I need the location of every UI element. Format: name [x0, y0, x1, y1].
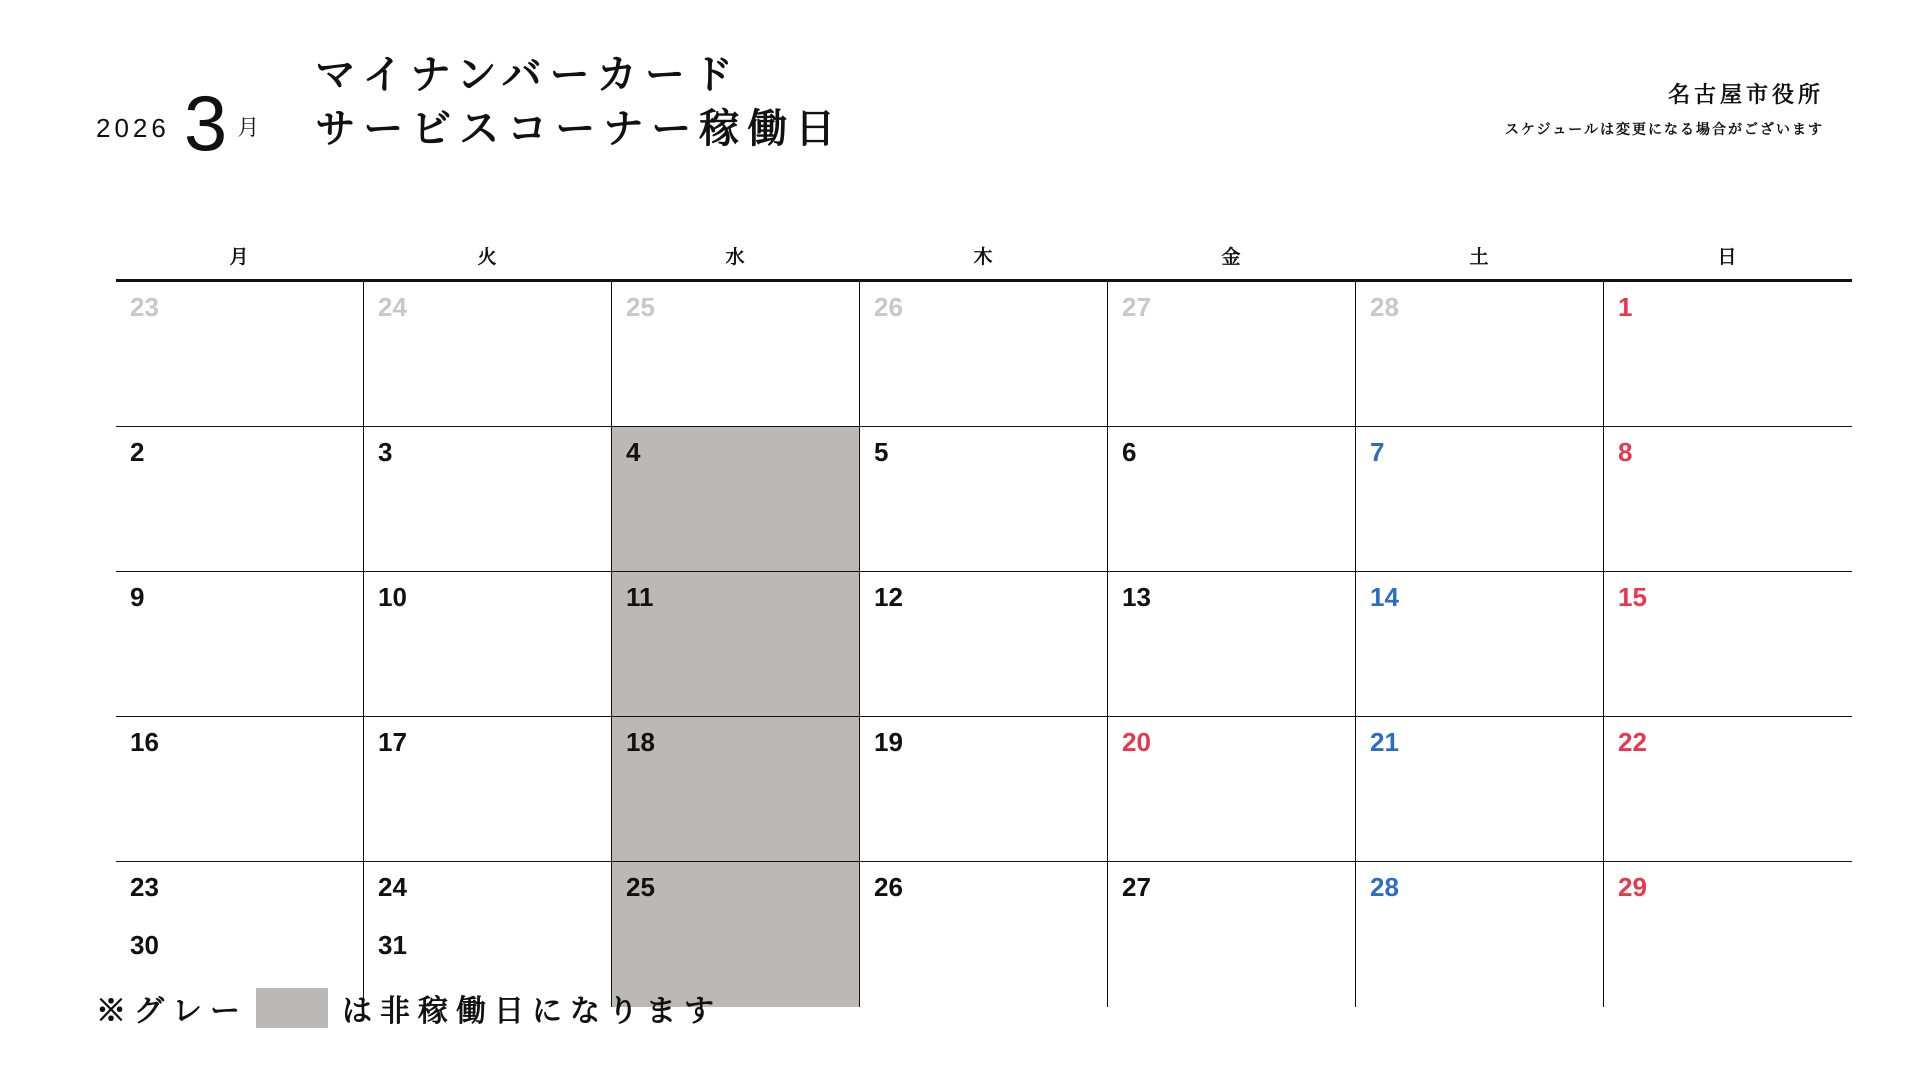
day-number: 28 — [1370, 872, 1399, 902]
weekday-header-mon: 月 — [229, 247, 251, 268]
calendar-cell — [1108, 572, 1356, 717]
day-number: 5 — [874, 437, 889, 467]
day-number: 24 — [378, 292, 407, 322]
header-right — [1505, 78, 1824, 139]
day-number: 7 — [1370, 437, 1385, 467]
day-number: 20 — [1122, 727, 1151, 757]
weekday-header-tue: 火 — [477, 247, 499, 268]
day-number: 22 — [1618, 727, 1647, 757]
calendar-cell — [860, 717, 1108, 862]
calendar-cell — [1604, 572, 1852, 717]
day-number: 17 — [378, 727, 407, 757]
calendar-cell — [1356, 862, 1604, 1007]
day-number-secondary: 31 — [378, 930, 407, 960]
calendar — [116, 242, 1852, 1007]
calendar-cell — [1108, 717, 1356, 862]
day-number: 27 — [1122, 872, 1151, 902]
legend-text-before: ※グレー — [96, 995, 248, 1028]
day-number: 29 — [1618, 872, 1647, 902]
day-number: 23 — [130, 292, 159, 322]
title-line-1: マイナンバーカード — [315, 53, 741, 97]
calendar-cell — [364, 572, 612, 717]
day-number-secondary: 30 — [130, 930, 159, 960]
legend-text-after: は非稼働日になります — [342, 995, 722, 1028]
calendar-grid — [116, 282, 1852, 1007]
calendar-cell — [1108, 282, 1356, 427]
day-number: 4 — [626, 437, 641, 467]
calendar-cell — [1356, 717, 1604, 862]
day-number: 15 — [1618, 582, 1647, 612]
weekday-header-wed: 水 — [725, 247, 747, 268]
year-label: 2026 — [96, 113, 170, 143]
weekday-header-row — [116, 242, 1852, 282]
day-number: 11 — [626, 582, 654, 612]
day-number: 6 — [1122, 437, 1137, 467]
calendar-cell — [116, 282, 364, 427]
calendar-cell — [860, 862, 1108, 1007]
legend-swatch — [256, 988, 328, 1028]
day-number: 8 — [1618, 437, 1633, 467]
calendar-cell — [364, 427, 612, 572]
calendar-cell — [1356, 427, 1604, 572]
page-header — [96, 48, 1824, 168]
day-number: 24 — [378, 872, 407, 902]
calendar-cell — [860, 282, 1108, 427]
day-number: 10 — [378, 582, 407, 612]
day-number: 27 — [1122, 292, 1151, 322]
month-kanji: 月 — [237, 115, 260, 140]
day-number: 13 — [1122, 582, 1151, 612]
calendar-cell — [1604, 427, 1852, 572]
calendar-cell — [612, 717, 860, 862]
calendar-cell — [116, 427, 364, 572]
calendar-cell — [612, 282, 860, 427]
day-number: 18 — [626, 727, 655, 757]
day-number: 16 — [130, 727, 159, 757]
day-number: 21 — [1370, 727, 1399, 757]
schedule-change-note: スケジュールは変更になる場合がございます — [1504, 121, 1824, 137]
calendar-cell — [364, 282, 612, 427]
day-number: 3 — [378, 437, 393, 467]
calendar-cell — [612, 427, 860, 572]
weekday-header-sat: 土 — [1469, 247, 1491, 268]
organization-name: 名古屋市役所 — [1667, 82, 1824, 107]
day-number: 28 — [1370, 292, 1399, 322]
day-number: 14 — [1370, 582, 1399, 612]
calendar-cell — [612, 572, 860, 717]
day-number: 23 — [130, 872, 159, 902]
calendar-cell — [1604, 282, 1852, 427]
calendar-cell — [1604, 862, 1852, 1007]
calendar-cell — [860, 572, 1108, 717]
day-number: 19 — [874, 727, 903, 757]
page-title — [315, 48, 843, 158]
calendar-cell — [860, 427, 1108, 572]
calendar-cell — [1108, 862, 1356, 1007]
day-number: 25 — [626, 292, 655, 322]
weekday-header-thu: 木 — [973, 247, 995, 268]
calendar-cell — [1604, 717, 1852, 862]
day-number: 25 — [626, 872, 655, 902]
calendar-cell — [1356, 572, 1604, 717]
weekday-header-fri: 金 — [1221, 247, 1243, 268]
day-number: 26 — [874, 292, 903, 322]
calendar-cell — [116, 717, 364, 862]
calendar-cell — [364, 717, 612, 862]
day-number: 12 — [874, 582, 903, 612]
title-line-2: サービスコーナー稼働日 — [315, 107, 844, 151]
calendar-cell — [1108, 427, 1356, 572]
day-number: 1 — [1618, 292, 1633, 322]
day-number: 9 — [130, 582, 145, 612]
legend — [96, 986, 722, 1030]
calendar-cell — [1356, 282, 1604, 427]
day-number: 26 — [874, 872, 903, 902]
weekday-header-sun: 日 — [1717, 247, 1739, 268]
calendar-cell — [116, 572, 364, 717]
day-number: 2 — [130, 437, 145, 467]
month-number: 3 — [183, 78, 228, 167]
